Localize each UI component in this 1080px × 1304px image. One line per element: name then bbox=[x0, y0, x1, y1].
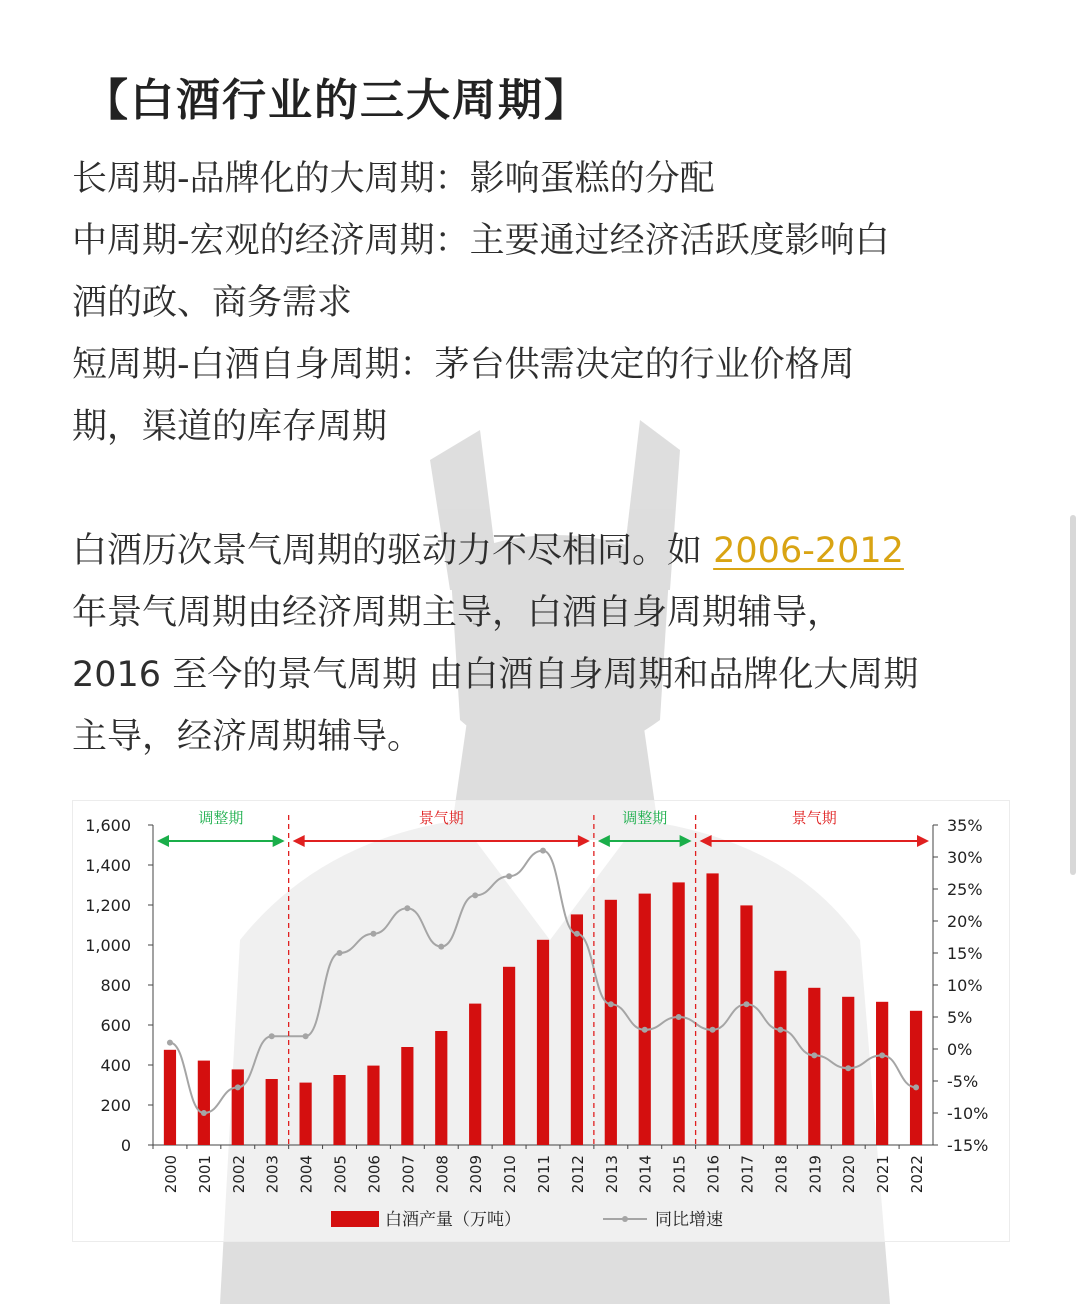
y-right-tick-label: 0% bbox=[947, 1040, 973, 1059]
legend-bar-label: 白酒产量（万吨） bbox=[385, 1210, 521, 1230]
x-tick-label: 2008 bbox=[433, 1155, 452, 1194]
x-tick-label: 2014 bbox=[636, 1155, 655, 1194]
period-arrow-head-left bbox=[598, 835, 610, 847]
x-tick-label: 2011 bbox=[535, 1155, 553, 1194]
x-tick-label: 2022 bbox=[908, 1155, 927, 1194]
period-arrow-head-right bbox=[578, 835, 590, 847]
y-left-tick-label: 1,000 bbox=[85, 936, 131, 955]
bar bbox=[164, 1050, 176, 1145]
bar bbox=[198, 1061, 210, 1145]
paragraph-line: 短周期-白酒自身周期：茅台供需决定的行业价格周 bbox=[72, 345, 855, 385]
paragraph-line: 酒的政、商务需求 bbox=[72, 283, 353, 323]
line-point bbox=[811, 1052, 817, 1058]
line-point bbox=[370, 931, 376, 937]
x-tick-label: 2009 bbox=[467, 1155, 486, 1194]
bar bbox=[232, 1069, 244, 1145]
x-tick-label: 2000 bbox=[161, 1155, 180, 1194]
article-title: 【白酒行业的三大周期】 bbox=[84, 75, 590, 126]
x-tick-label: 2015 bbox=[670, 1155, 689, 1194]
period-arrow-head-right bbox=[680, 835, 692, 847]
y-left-tick-label: 1,200 bbox=[85, 896, 131, 915]
bar bbox=[605, 900, 617, 1145]
paragraph-line: 年景气周期由经济周期主导，白酒自身周期辅导， bbox=[72, 593, 843, 633]
y-right-tick-label: 35% bbox=[947, 816, 983, 835]
line-point bbox=[472, 892, 478, 898]
paragraph-line: 主导，经济周期辅导。 bbox=[72, 717, 423, 757]
bar bbox=[639, 894, 651, 1145]
y-right-tick-label: 30% bbox=[947, 848, 983, 867]
y-right-tick-label: 15% bbox=[947, 944, 983, 963]
bar bbox=[808, 988, 820, 1145]
line-point bbox=[235, 1084, 241, 1090]
period-label: 景气期 bbox=[791, 809, 837, 827]
y-left-tick-label: 1,400 bbox=[85, 856, 131, 875]
x-tick-label: 2004 bbox=[297, 1155, 316, 1194]
line-point bbox=[879, 1052, 885, 1058]
y-left-tick-label: 1,600 bbox=[85, 816, 131, 835]
x-tick-label: 2001 bbox=[195, 1155, 214, 1194]
bar bbox=[537, 940, 549, 1145]
baijiu-production-chart bbox=[73, 801, 1009, 1241]
line-point bbox=[710, 1027, 716, 1033]
bar bbox=[435, 1031, 447, 1145]
line-point bbox=[845, 1065, 851, 1071]
bar bbox=[571, 914, 583, 1145]
paragraph-line: 中周期-宏观的经济周期：主要通过经济活跃度影响白 bbox=[72, 221, 890, 261]
x-tick-label: 2012 bbox=[568, 1155, 587, 1194]
y-right-tick-label: 25% bbox=[947, 880, 983, 899]
period-arrow-head-left bbox=[293, 835, 305, 847]
x-tick-label: 2021 bbox=[874, 1155, 893, 1194]
scrollbar[interactable] bbox=[1070, 515, 1076, 875]
bar bbox=[367, 1066, 379, 1145]
line-point bbox=[574, 931, 580, 937]
line-point bbox=[777, 1027, 783, 1033]
y-left-tick-label: 400 bbox=[100, 1056, 131, 1075]
paragraph-text: 白酒历次景气周期的驱动力不尽相同。如 bbox=[72, 531, 714, 571]
bar bbox=[300, 1083, 312, 1145]
bar bbox=[673, 882, 685, 1145]
x-tick-label: 2019 bbox=[806, 1155, 825, 1194]
paragraph-line bbox=[72, 520, 904, 582]
y-right-tick-label: 20% bbox=[947, 912, 983, 931]
y-right-tick-label: -5% bbox=[947, 1072, 979, 1091]
x-tick-label: 2005 bbox=[331, 1155, 350, 1194]
line-point bbox=[913, 1084, 919, 1090]
bar bbox=[503, 967, 515, 1145]
chart-container bbox=[72, 800, 1010, 1242]
line-point bbox=[743, 1001, 749, 1007]
period-arrow-head-right bbox=[273, 835, 285, 847]
paragraph-line: 长周期-品牌化的大周期：影响蛋糕的分配 bbox=[72, 159, 715, 199]
legend-bar-swatch bbox=[331, 1211, 379, 1227]
line-point bbox=[608, 1001, 614, 1007]
line-point bbox=[201, 1110, 207, 1116]
period-label: 调整期 bbox=[198, 809, 244, 827]
x-tick-label: 2006 bbox=[365, 1155, 384, 1194]
bar bbox=[706, 873, 718, 1145]
x-tick-label: 2017 bbox=[738, 1155, 757, 1194]
bar bbox=[266, 1079, 278, 1145]
x-tick-label: 2013 bbox=[602, 1155, 621, 1194]
line-point bbox=[303, 1033, 309, 1039]
legend-line-label: 同比增速 bbox=[655, 1210, 723, 1230]
paragraph-line: 期，渠道的库存周期 bbox=[72, 407, 388, 447]
line-point bbox=[269, 1033, 275, 1039]
y-right-tick-label: 5% bbox=[947, 1008, 973, 1027]
x-tick-label: 2002 bbox=[229, 1155, 248, 1194]
line-point bbox=[167, 1040, 173, 1046]
bar bbox=[876, 1002, 888, 1145]
y-left-tick-label: 600 bbox=[100, 1016, 131, 1035]
period-arrow-head-right bbox=[917, 835, 929, 847]
line-point bbox=[404, 905, 410, 911]
bar bbox=[740, 905, 752, 1145]
period-link[interactable]: 2006-2012 bbox=[713, 531, 904, 571]
y-right-tick-label: -10% bbox=[947, 1104, 989, 1123]
x-tick-label: 2020 bbox=[840, 1155, 859, 1194]
x-tick-label: 2016 bbox=[704, 1155, 723, 1194]
y-left-tick-label: 800 bbox=[100, 976, 131, 995]
line-point bbox=[676, 1014, 682, 1020]
legend-line-marker bbox=[622, 1216, 628, 1222]
period-label: 景气期 bbox=[418, 809, 464, 827]
x-tick-label: 2007 bbox=[399, 1155, 418, 1194]
bar bbox=[333, 1075, 345, 1145]
y-right-tick-label: -15% bbox=[947, 1136, 989, 1155]
line-point bbox=[438, 944, 444, 950]
period-arrow-head-left bbox=[700, 835, 712, 847]
bar bbox=[469, 1004, 481, 1145]
line-point bbox=[540, 848, 546, 854]
line-point bbox=[506, 873, 512, 879]
period-arrow-head-left bbox=[157, 835, 169, 847]
bar bbox=[401, 1047, 413, 1145]
x-tick-label: 2010 bbox=[501, 1155, 520, 1194]
period-label: 调整期 bbox=[622, 809, 668, 827]
y-left-tick-label: 200 bbox=[100, 1096, 131, 1115]
line-point bbox=[337, 950, 343, 956]
paragraph-line: 2016 至今的景气周期 由白酒自身周期和品牌化大周期 bbox=[72, 655, 919, 695]
line-point bbox=[642, 1027, 648, 1033]
x-tick-label: 2018 bbox=[772, 1155, 791, 1194]
y-right-tick-label: 10% bbox=[947, 976, 983, 995]
bar bbox=[774, 971, 786, 1145]
bar bbox=[910, 1011, 922, 1145]
y-left-tick-label: 0 bbox=[120, 1136, 131, 1155]
x-tick-label: 2003 bbox=[263, 1155, 282, 1194]
